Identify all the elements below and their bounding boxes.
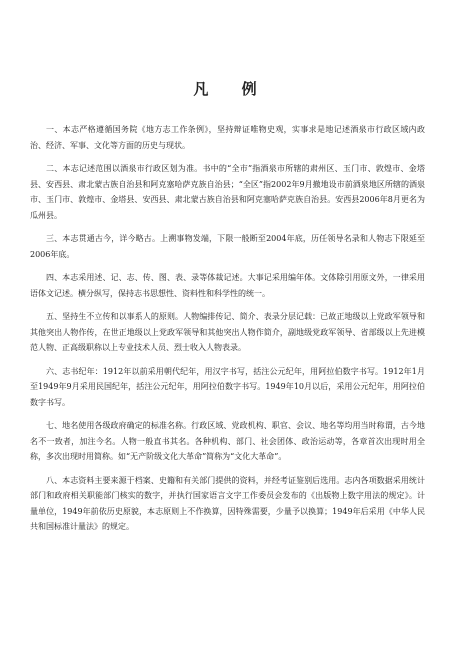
paragraph: 六、志书纪年：1912年以前采用朝代纪年，用汉字书写，括注公元纪年，用阿拉伯数字书写。1912年1月至1949年9月采用民国纪年，括注公元纪年，用阿拉伯数字书写。1949年10月以后，采用公元纪年，用阿拉伯数字书写。 [30,366,425,407]
paragraph: 一、本志严格遵循国务院《地方志工作条例》，坚持辩证唯物史观，实事求是地记述酒泉市行政区域内政治、经济、军事、文化等方面的历史与现状。 [30,125,425,150]
page-title: 凡 例 [193,80,271,98]
paragraph: 二、本志记述范围以酒泉市行政区划为准。书中的“全市”指酒泉市所辖的肃州区、玉门市、敦煌市、金塔县、安西县、肃北蒙古族自治县和阿克塞哈萨克族自治县；“全区”指2002年9月撤地设市前酒泉地区所辖的酒泉市、玉门市、敦煌市、金塔县、安西县、肃北蒙古族自治县和阿克塞哈萨克族自治县。安西县2006年8月更名为瓜州县。 [30,164,425,220]
paragraph: 三、本志贯通古今，详今略古。上溯事物发端，下限一般断至2004年底，历任领导名录和人物志下限延至2006年底。 [30,234,425,259]
paragraph: 八、本志资料主要来源于档案、史籍和有关部门提供的资料，并经考证鉴别后选用。志内各项数据采用统计部门和政府相关职能部门核实的数字，并执行国家语言文字工作委员会发布的《出版物上数字用法的规定》。计量单位，1949年前依历史原貌，本志原则上不作换算，因特殊需要，少量予以换算；1949年后采用《中华人民共和国标准计量法》的规定。 [30,475,425,531]
body-text [30,114,425,541]
paragraph: 四、本志采用述、记、志、传、图、表、录等体裁记述。大事记采用编年体。文体除引用原文外，一律采用语体文记述。横分纵写，保持志书思想性、资料性和科学性的统一。 [30,273,425,298]
paragraph: 五、坚持生不立传和以事系人的原则。人物编排传记、简介、表录分层记载：已故正地级以上党政军领导和其他突出人物作传，在世正地级以上党政军领导和其他突出人物作简介，副地级党政军领导、省部级以上先进模范人物、正高级职称以上专业技术人员、烈士收入人物表录。 [30,312,425,352]
paragraph: 七、地名使用各级政府确定的标准名称。行政区域、党政机构、职官、会议、地名等均用当时称谓，古今地名不一致者，加注今名。人物一般直书其名。各种机构、部门、社会团体、政治运动等，各章首次出现时用全称，多次出现时用简称。如“无产阶级文化大革命”简称为“文化大革命”。 [30,421,425,461]
